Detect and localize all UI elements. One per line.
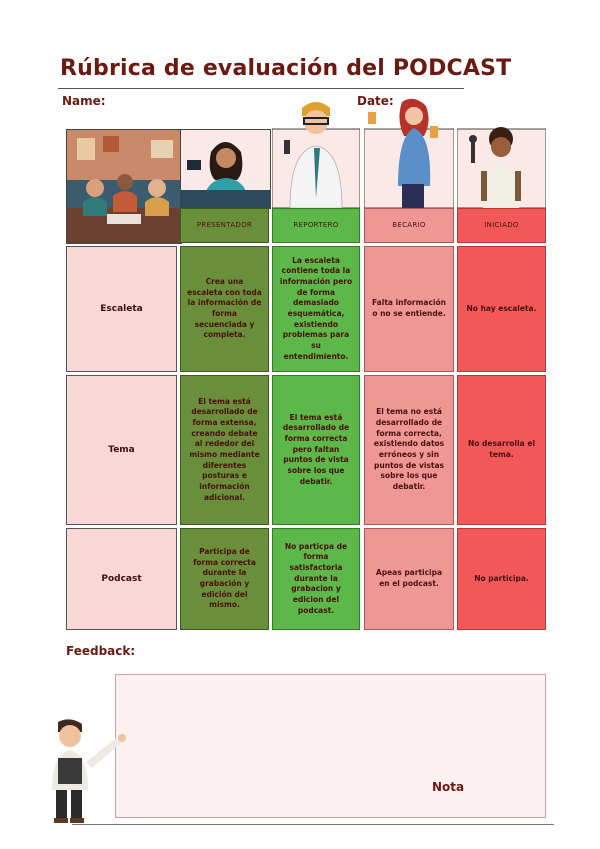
level-header-reportero: REPORTERO xyxy=(272,208,360,243)
presentador-illustration xyxy=(180,129,271,209)
feedback-label: Feedback: xyxy=(66,644,136,658)
teacher-illustration xyxy=(40,718,132,824)
rubric-cell: El tema está desarrollado de forma extensa, creando debate al rededor del mismo mediante diferentes posturas e información adicional. xyxy=(180,375,269,525)
rubric-cell: Participa de forma correcta durante la grabación y edición del mismo. xyxy=(180,528,269,630)
criterion-escaleta: Escaleta xyxy=(66,246,177,372)
rubric-cell: La escaleta contiene toda la información pero de forma demasiado esquemática, existiendo problemas para su entendimiento. xyxy=(272,246,360,372)
rubric-cell: Apeas participa en el podcast. xyxy=(364,528,454,630)
rubric-cell: No desarrolla el tema. xyxy=(457,375,546,525)
bottom-divider xyxy=(72,824,554,825)
nota-label: Nota xyxy=(432,780,465,794)
rubric-cell: No hay escaleta. xyxy=(457,246,546,372)
page-title: Rúbrica de evaluación del PODCAST xyxy=(60,56,512,81)
feedback-box[interactable] xyxy=(115,674,546,818)
rubric-cell: El tema no está desarrollado de forma correcta, existiendo datos erróneos y sin puntos de vistas sobre los que debatir. xyxy=(364,375,454,525)
date-label: Date: xyxy=(357,94,394,108)
rubric-cell: No participa. xyxy=(457,528,546,630)
becario-illustration xyxy=(364,96,454,208)
criterion-podcast: Podcast xyxy=(66,528,177,630)
title-divider xyxy=(58,88,464,89)
level-header-iniciado: INICIADO xyxy=(457,208,546,243)
rubric-cell: Falta información o no se entiende. xyxy=(364,246,454,372)
rubric-cell: Crea una escaleta con toda la información de forma secuenciada y completa. xyxy=(180,246,269,372)
reportero-illustration xyxy=(272,98,360,208)
iniciado-illustration xyxy=(457,123,546,208)
rubric-cell: No particpa de forma satisfactoria durante la grabacion y edicion del podcast. xyxy=(272,528,360,630)
name-label: Name: xyxy=(62,94,106,108)
group-illustration xyxy=(66,129,182,244)
rubric-cell: El tema está desarrollado de forma correcta pero faltan puntos de vista sobre los que debatir. xyxy=(272,375,360,525)
level-header-becario: BECARIO xyxy=(364,208,454,243)
criterion-tema: Tema xyxy=(66,375,177,525)
level-header-presentador: PRESENTADOR xyxy=(180,208,269,243)
